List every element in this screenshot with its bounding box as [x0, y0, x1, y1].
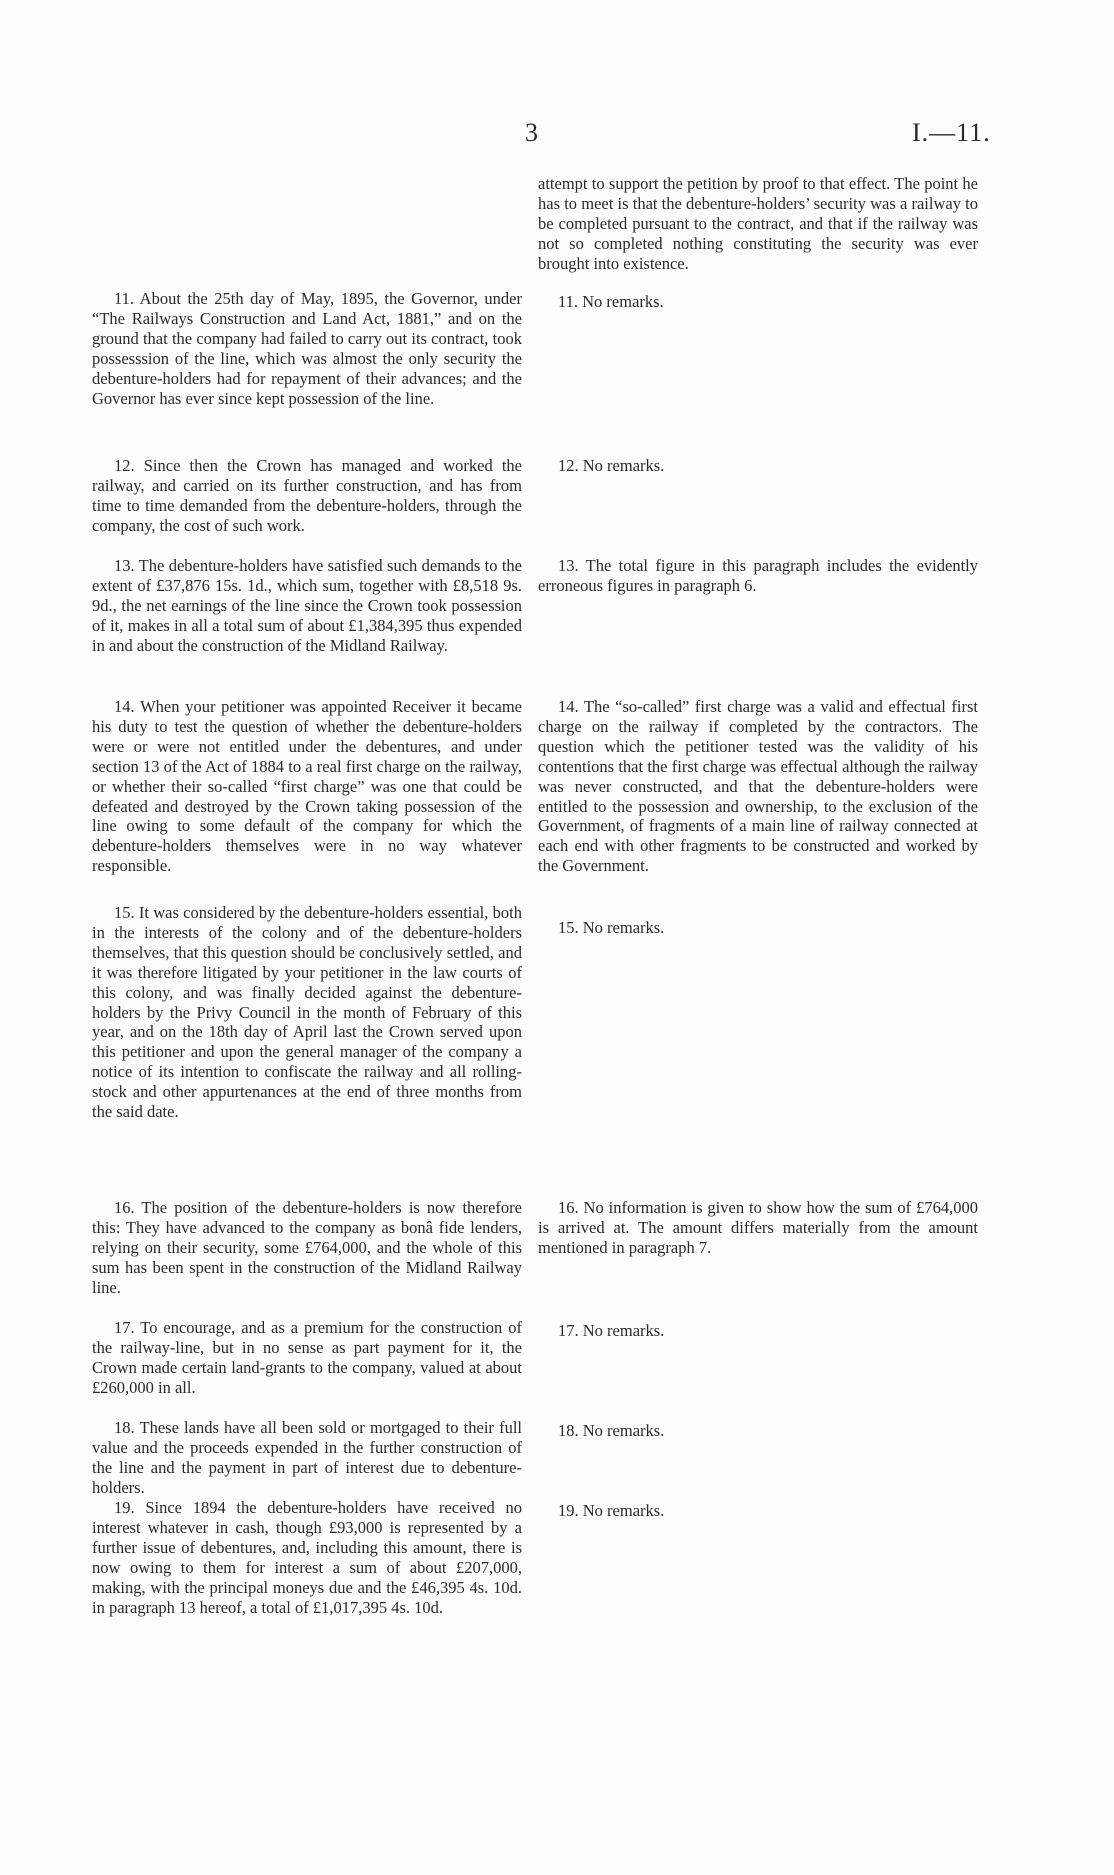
- left-paragraph-17: 17. To encourage, and as a premium for the construction of the railway-line, but in no sense as part payment for it, the Crown made certain land-grants to the company, valued at about £260,000 in all.: [92, 1318, 522, 1397]
- right-paragraph-15: 15. No remarks.: [558, 918, 665, 937]
- right-paragraph-12: 12. No remarks.: [558, 456, 665, 475]
- document-reference: I.—11.: [912, 118, 991, 147]
- right-paragraph-continued: attempt to support the petition by proof to that effect. The point he has to meet is that the debenture-holders’ security was a railway to be completed pursuant to the contract, and that if the railway was not so completed nothing constituting the security was ever brought into existence.: [538, 174, 978, 273]
- left-paragraph-13: 13. The debenture-holders have satisfied such demands to the extent of £37,876 15s. 1d., which sum, together with £8,518 9s. 9d., the net earnings of the line since the Crown took possession of it, makes in all a total sum of about £1,384,395 thus expended in and about the construction of the Midland Railway.: [92, 556, 522, 655]
- right-paragraph-14: 14. The “so-called” first charge was a valid and effectual first charge on the railway if completed by the contractors. The question which the petitioner tested was the validity of his contentions that the first charge was effectual although the railway was never constructed, and that the debenture-holders were entitled to the possession and ownership, to the exclusion of the Government, of fragments of a main line of railway connected at each end with other fragments to be constructed and worked by the Government.: [538, 697, 978, 876]
- left-paragraph-16: 16. The position of the debenture-holders is now therefore this: They have advanced to the company as bonâ fide lenders, relying on their security, some £764,000, and the whole of this sum has been spent in the construction of the Midland Railway line.: [92, 1198, 522, 1297]
- right-paragraph-19: 19. No remarks.: [558, 1501, 665, 1520]
- left-paragraph-15: 15. It was considered by the debenture-holders essential, both in the interests of the colony and of the debenture-holders themselves, that this question should be conclusively settled, and it was therefore litigated by your petitioner in the law courts of this colony, and was finally decided against the debenture-holders by the Privy Council in the month of February of this year, and on the 18th day of April last the Crown served upon this petitioner and upon the general manager of the company a notice of its intention to confiscate the railway and all rolling-stock and other appurtenances at the end of three months from the said date.: [92, 903, 522, 1122]
- right-paragraph-16: 16. No information is given to show how the sum of £764,000 is arrived at. The amount differs materially from the amount mentioned in paragraph 7.: [538, 1198, 978, 1257]
- left-paragraph-19: 19. Since 1894 the debenture-holders have received no interest whatever in cash, though £93,000 is represented by a further issue of debentures, and, including this amount, there is now owing to them for interest a sum of about £207,000, making, with the principal moneys due and the £46,395 4s. 10d. in paragraph 13 hereof, a total of £1,017,395 4s. 10d.: [92, 1498, 522, 1617]
- left-paragraph-14: 14. When your petitioner was appointed Receiver it became his duty to test the question of whether the debenture-holders were or were not entitled under the debentures, and under section 13 of the Act of 1884 to a real first charge on the railway, or whether their so-called “first charge” was one that could be defeated and destroyed by the Crown taking possession of the line owing to some default of the company for which the debenture-holders themselves were in no way whatever responsible.: [92, 697, 522, 876]
- right-paragraph-17: 17. No remarks.: [558, 1321, 665, 1340]
- left-paragraph-18: 18. These lands have all been sold or mortgaged to their full value and the proceeds expended in the further construction of the line and the payment in part of interest due to debenture-holders.: [92, 1418, 522, 1497]
- left-paragraph-12: 12. Since then the Crown has managed and worked the railway, and carried on its further construction, and has from time to time demanded from the debenture-holders, through the company, the cost of such work.: [92, 456, 522, 535]
- right-paragraph-11: 11. No remarks.: [558, 292, 664, 311]
- left-paragraph-11: 11. About the 25th day of May, 1895, the Governor, under “The Railways Construction and Land Act, 1881,” and on the ground that the company had failed to carry out its contract, took possesssion of the line, which was almost the only security the debenture-holders had for repayment of their advances; and the Governor has ever since kept possession of the line.: [92, 289, 522, 408]
- right-paragraph-18: 18. No remarks.: [558, 1421, 665, 1440]
- right-paragraph-13: 13. The total figure in this paragraph includes the evidently erroneous figures in paragraph 6.: [538, 556, 978, 595]
- page-number: 3: [525, 118, 538, 147]
